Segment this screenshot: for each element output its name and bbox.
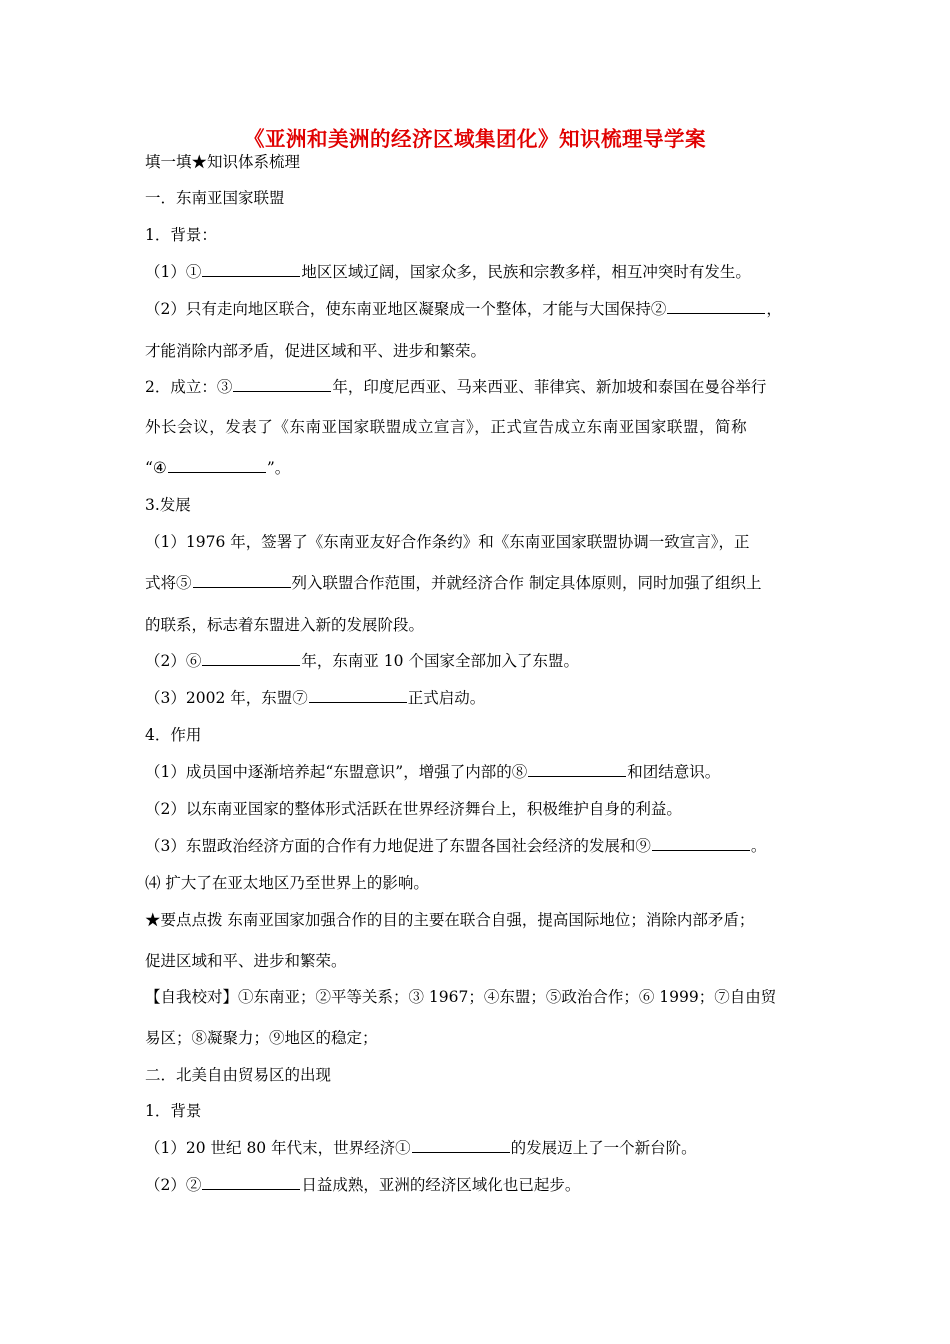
fill-blank <box>309 687 407 703</box>
development-heading: 3.发展 <box>145 496 191 514</box>
development-item-2 <box>145 650 579 672</box>
text-segment: （1）20 世纪 80 年代末，世界经济① <box>145 1139 411 1157</box>
text-segment: 正式启动。 <box>407 689 486 707</box>
development-item-3 <box>145 687 485 709</box>
establishment-line-2: 外长会议，发表了《东南亚国家联盟成立宣言》，正式宣告成立东南亚国家联盟，简称 <box>145 418 748 436</box>
answer-key-line-1: 【自我校对】①东南亚；②平等关系；③ 1967；④东盟；⑤政治合作；⑥ 1999；⑦自由贸 <box>145 988 777 1006</box>
text-segment: 。 <box>750 837 767 855</box>
text-segment: （2）② <box>145 1176 202 1194</box>
answer-key-line-2: 易区；⑧凝聚力；⑨地区的稳定； <box>145 1029 378 1047</box>
section-1-heading: 一．东南亚国家联盟 <box>145 189 285 207</box>
section-2-background-item-2 <box>145 1174 580 1196</box>
text-segment: “④ <box>145 459 167 477</box>
development-item-1: （1）1976 年，签署了《东南亚友好合作条约》和《东南亚国家联盟协调一致宣言》，正 <box>145 533 750 551</box>
fill-blank <box>202 1174 300 1190</box>
role-item-4: ⑷ 扩大了在亚太地区乃至世界上的影响。 <box>145 874 429 892</box>
section-2-heading: 二．北美自由贸易区的出现 <box>145 1066 332 1084</box>
text-segment: （2）⑥ <box>145 652 202 670</box>
background-item-2 <box>145 298 782 320</box>
text-segment: （2）只有走向地区联合，使东南亚地区凝聚成一个整体，才能与大国保持② <box>145 300 667 318</box>
section-2-background-item-1 <box>145 1137 697 1159</box>
establishment-line-1 <box>145 376 766 398</box>
text-segment: （3）东盟政治经济方面的合作有力地促进了东盟各国社会经济的发展和⑨ <box>145 837 651 855</box>
development-item-1-end: 的联系，标志着东盟进入新的发展阶段。 <box>145 616 425 634</box>
establishment-line-3 <box>145 457 290 479</box>
fill-blank <box>412 1137 510 1153</box>
text-segment: ”。 <box>266 459 291 477</box>
fill-blank <box>193 572 291 588</box>
background-item-1 <box>145 261 751 283</box>
background-item-2-cont: 才能消除内部矛盾，促进区域和平、进步和繁荣。 <box>145 342 487 360</box>
role-item-3 <box>145 835 766 857</box>
key-point-line-1: ★要点点拨 东南亚国家加强合作的目的主要在联合自强，提高国际地位；消除内部矛盾； <box>145 911 755 929</box>
development-item-1-cont <box>145 572 761 594</box>
text-segment: 年，东南亚 10 个国家全部加入了东盟。 <box>301 652 579 670</box>
fill-blank <box>667 298 765 314</box>
text-segment: 日益成熟，亚洲的经济区域化也已起步。 <box>301 1176 581 1194</box>
role-item-2: （2）以东南亚国家的整体形式活跃在世界经济舞台上，积极维护自身的利益。 <box>145 800 682 818</box>
fill-blank <box>528 761 626 777</box>
section-2-background-heading: 1．背景 <box>145 1102 202 1120</box>
text-segment: （1）成员国中逐渐培养起“东盟意识”，增强了内部的⑧ <box>145 763 528 781</box>
key-point-line-2: 促进区域和平、进步和繁荣。 <box>145 952 347 970</box>
fill-blank <box>202 261 300 277</box>
fill-blank <box>202 650 300 666</box>
background-heading: 1．背景： <box>145 226 217 244</box>
intro-line: 填一填★知识体系梳理 <box>145 153 301 171</box>
text-segment: 和团结意识。 <box>627 763 721 781</box>
document-title: 《亚洲和美洲的经济区域集团化》知识梳理导学案 <box>244 127 706 151</box>
text-segment: 地区区域辽阔，国家众多，民族和宗教多样，相互冲突时有发生。 <box>301 263 751 281</box>
text-segment: 的发展迈上了一个新台阶。 <box>510 1139 697 1157</box>
text-segment: ， <box>766 300 782 318</box>
role-item-1 <box>145 761 720 783</box>
text-segment: （3）2002 年，东盟⑦ <box>145 689 308 707</box>
fill-blank <box>233 376 331 392</box>
fill-blank <box>168 457 266 473</box>
role-heading: 4．作用 <box>145 726 202 744</box>
fill-blank <box>652 835 750 851</box>
text-segment: 年，印度尼西亚、马来西亚、菲律宾、新加坡和泰国在曼谷举行 <box>332 378 767 396</box>
text-segment: 式将⑤ <box>145 574 192 592</box>
text-segment: 列入联盟合作范围，并就经济合作 制定具体原则，同时加强了组织上 <box>291 574 762 592</box>
text-segment: （1）① <box>145 263 202 281</box>
text-segment: 2．成立：③ <box>145 378 233 396</box>
